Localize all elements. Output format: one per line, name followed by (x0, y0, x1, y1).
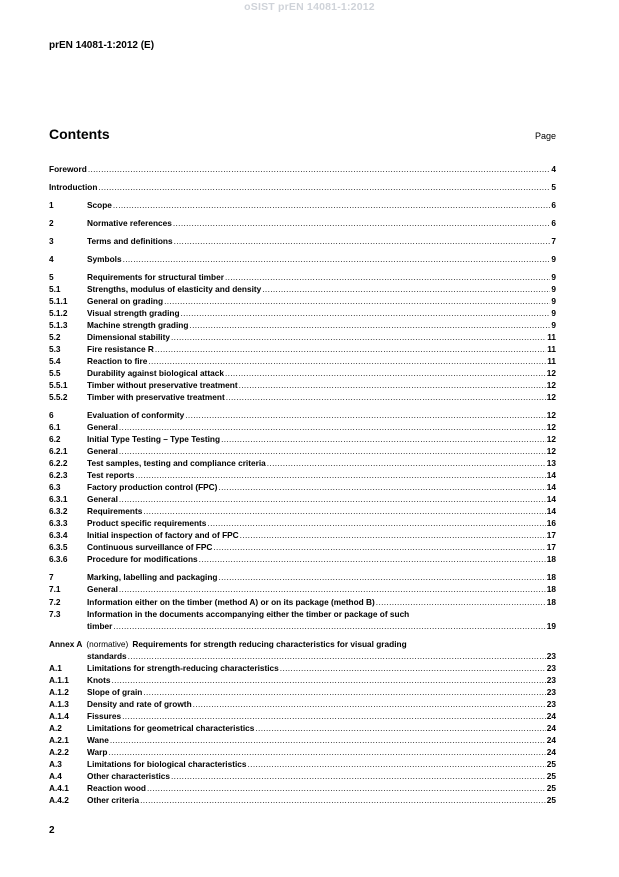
document-id: prEN 14081-1:2012 (E) (49, 40, 155, 51)
toc-entry-page: 12 (546, 410, 556, 421)
toc-entry[interactable] (49, 710, 556, 722)
toc-entry-page: 7 (551, 236, 556, 247)
toc-entry-number: 6.2 (49, 434, 61, 445)
toc-entry[interactable] (49, 529, 556, 541)
toc-entry-title: Product specific requirements (87, 518, 207, 529)
toc-entry[interactable] (49, 758, 556, 770)
annex-note: (normative) (86, 638, 129, 649)
toc-entry-page: 13 (546, 458, 556, 469)
toc-entry-page: 17 (546, 530, 556, 541)
toc-entry-number: A.1.2 (49, 686, 69, 697)
toc-entry-title: Initial inspection of factory and of FPC (87, 530, 239, 541)
toc-entry-number: 4 (49, 254, 54, 265)
dot-leader (207, 517, 545, 529)
dot-leader (135, 469, 545, 481)
toc-entry-page: 4 (551, 164, 556, 174)
toc-entry-title: Density and rate of growth (87, 698, 192, 709)
toc-entry-number: A.1.4 (49, 710, 69, 721)
toc-entry-number: 5.5.1 (49, 380, 68, 391)
dot-leader (262, 283, 550, 295)
toc-entry-title: Normative references (87, 218, 172, 229)
toc-entry[interactable] (49, 253, 556, 265)
toc-entry[interactable] (49, 307, 556, 319)
toc-annex-entry[interactable] (49, 638, 556, 650)
toc-entry-page: 23 (546, 650, 556, 661)
toc-entry-title: Visual strength grading (87, 308, 180, 319)
toc-entry-title: Reaction to fire (87, 356, 148, 367)
toc-entry-title: Continuous surveillance of FPC (87, 542, 213, 553)
toc-entry-title: Evaluation of conformity (87, 410, 185, 421)
toc-entry-title: Limitations for strength-reducing characteristics (87, 662, 279, 673)
toc-entry-title: Marking, labelling and packaging (87, 572, 218, 583)
toc-entry-title: Requirements (87, 506, 143, 517)
dot-leader (193, 698, 546, 710)
toc-entry[interactable] (49, 457, 556, 469)
toc-entry-page: 18 (546, 554, 556, 565)
toc-entry-page: 9 (551, 320, 556, 331)
toc-entry-page: 14 (546, 494, 556, 505)
toc-entry-number: 5.1.2 (49, 308, 68, 319)
dot-leader (174, 235, 551, 247)
toc-entry-number: 2 (49, 218, 54, 229)
toc-entry[interactable] (49, 199, 556, 211)
toc-entry-title: Terms and definitions (87, 236, 173, 247)
toc-entry-number: A.1 (49, 662, 62, 673)
dot-leader (140, 794, 546, 806)
toc-entry-title: Limitations for biological characteristics (87, 758, 247, 769)
toc-entry-title: Machine strength grading (87, 320, 189, 331)
toc-entry-title: Other characteristics (87, 770, 171, 781)
toc-entry-title: General on grading (87, 296, 164, 307)
toc-entry-number: A.4.1 (49, 782, 69, 793)
toc-entry-number: 6.2.1 (49, 446, 68, 457)
toc-entry-page: 25 (546, 758, 556, 769)
toc-entry-page: 16 (546, 518, 556, 529)
toc-entry-page: 25 (546, 794, 556, 805)
page-number: 2 (49, 825, 55, 836)
dot-leader (119, 421, 546, 433)
toc-entry-page: 12 (546, 434, 556, 445)
toc-entry[interactable] (49, 445, 556, 457)
toc-entry-number: 7.3 (49, 608, 61, 619)
toc-entry-number: A.4 (49, 770, 62, 781)
toc-entry[interactable] (49, 295, 556, 307)
toc-entry[interactable] (49, 343, 556, 355)
toc-entry-page: 24 (546, 722, 556, 733)
toc-entry-number: A.4.2 (49, 794, 69, 805)
dot-leader (128, 650, 546, 662)
toc-entry[interactable] (49, 608, 556, 620)
toc-entry-page: 9 (551, 308, 556, 319)
toc-entry-page: 14 (546, 470, 556, 481)
toc-entry-page: 11 (547, 356, 556, 367)
dot-leader (110, 734, 546, 746)
dot-leader (143, 505, 545, 517)
toc-entry[interactable] (49, 505, 556, 517)
toc-entry[interactable] (49, 553, 556, 565)
toc-entry-page: 23 (546, 686, 556, 697)
toc-entry[interactable] (49, 409, 556, 421)
toc-entry-number: 6.3.4 (49, 530, 68, 541)
dot-leader (171, 331, 546, 343)
toc-entry-number: A.2 (49, 722, 62, 733)
toc-entry-number: 5.5.2 (49, 392, 68, 403)
dot-leader (98, 181, 550, 193)
dot-leader (225, 271, 550, 283)
page-column-label: Page (534, 131, 556, 141)
toc-entry-title-continued: timber (87, 620, 113, 631)
toc-entry-page: 12 (546, 422, 556, 433)
dot-leader (255, 722, 545, 734)
toc-entry[interactable] (49, 379, 556, 391)
watermark: oSIST prEN 14081-1:2012 (244, 1, 375, 13)
toc-entry-number: A.2.2 (49, 746, 69, 757)
toc-entry-page: 19 (546, 620, 556, 631)
toc-entry[interactable] (49, 698, 556, 710)
toc-entry-title: Timber with preservative treatment (87, 392, 225, 403)
toc-entry-number: 6 (49, 410, 54, 421)
toc-entry-number: 6.3.2 (49, 506, 68, 517)
dot-leader (112, 674, 546, 686)
toc-entry[interactable] (49, 181, 556, 193)
toc-entry-page: 17 (546, 542, 556, 553)
toc-entry-title: Factory production control (FPC) (87, 482, 218, 493)
toc-entry-page: 9 (551, 254, 556, 265)
toc-entry-page: 9 (551, 296, 556, 307)
toc-entry-title: Wane (87, 734, 109, 745)
dot-leader (189, 319, 550, 331)
toc-annex-continuation[interactable] (49, 650, 556, 662)
toc-entry-title: Requirements for strength reducing characteristics for visual grading (132, 638, 407, 649)
dot-leader (267, 457, 546, 469)
toc-entry-number: 6.3.5 (49, 542, 68, 553)
toc-entry-title: Warp (87, 746, 108, 757)
annex-label: Annex A (49, 638, 83, 649)
toc-entry-title: Timber without preservative treatment (87, 380, 238, 391)
dot-leader (173, 217, 551, 229)
toc-entry-number: 5 (49, 272, 54, 283)
toc-entry-page: 14 (546, 482, 556, 493)
toc-entry-page: 23 (546, 674, 556, 685)
toc-entry-title: General (87, 584, 118, 595)
toc-entry-number: 5.1.3 (49, 320, 68, 331)
toc-entry[interactable] (49, 433, 556, 445)
dot-leader (218, 571, 545, 583)
toc-entry-page: 6 (551, 218, 556, 229)
toc-entry-title: Procedure for modifications (87, 554, 198, 565)
toc-entry-title: Knots (87, 674, 111, 685)
toc-entry-title: Durability against biological attack (87, 368, 224, 379)
toc-entry-page: 12 (546, 446, 556, 457)
toc-entry-title: Foreword (49, 164, 87, 174)
toc-entry-page: 12 (546, 392, 556, 403)
toc-entry-title: Introduction (49, 182, 98, 193)
toc-entry-title: Strengths, modulus of elasticity and density (87, 284, 262, 295)
toc-entry-number: 6.3.3 (49, 518, 68, 529)
toc-entry[interactable] (49, 674, 556, 686)
toc-entry[interactable] (49, 517, 556, 529)
dot-leader (376, 596, 546, 608)
toc-entry-title-continued: standards (87, 650, 127, 661)
toc-entry-number: 5.2 (49, 332, 61, 343)
toc-entry-page: 12 (546, 380, 556, 391)
toc-entry-page: 14 (546, 506, 556, 517)
toc-entry[interactable] (49, 722, 556, 734)
toc-entry-title: Test samples, testing and compliance criteria (87, 458, 266, 469)
toc-entry-title: Requirements for structural timber (87, 272, 224, 283)
toc-entry-page: 23 (546, 662, 556, 673)
dot-leader (240, 529, 546, 541)
toc-entry[interactable] (49, 662, 556, 674)
toc-entry-page: 11 (547, 344, 556, 355)
toc-entry[interactable] (49, 469, 556, 481)
toc-entry-number: 6.3 (49, 482, 61, 493)
dot-leader (171, 770, 546, 782)
toc-entry-continuation[interactable] (49, 620, 556, 632)
page-title: Contents (49, 126, 110, 142)
toc-entry-number: A.1.1 (49, 674, 69, 685)
dot-leader (148, 355, 546, 367)
toc-entry[interactable] (49, 391, 556, 403)
toc-entry-title: Dimensional stability (87, 332, 170, 343)
toc-entry-number: 3 (49, 236, 54, 247)
toc-entry-title: Reaction wood (87, 782, 147, 793)
toc-entry-number: 6.2.2 (49, 458, 68, 469)
toc-entry-page: 18 (546, 596, 556, 607)
toc-entry-title: Initial Type Testing – Type Testing (87, 434, 221, 445)
toc-entry-title: Information in the documents accompanying either the timber or package of such (87, 608, 410, 619)
toc-entry-page: 25 (546, 770, 556, 781)
toc-entry[interactable] (49, 782, 556, 794)
toc-entry-title: Other criteria (87, 794, 140, 805)
dot-leader (88, 163, 551, 175)
toc-entry-title: Fissures (87, 710, 122, 721)
dot-leader (155, 343, 546, 355)
toc-entry[interactable] (49, 596, 556, 608)
toc-entry[interactable] (49, 283, 556, 295)
toc-entry[interactable] (49, 331, 556, 343)
dot-leader (218, 481, 545, 493)
dot-leader (213, 541, 545, 553)
toc-entry-page: 11 (547, 332, 556, 343)
dot-leader (199, 553, 546, 565)
toc-entry[interactable] (49, 235, 556, 247)
toc-entry-title: Test reports (87, 470, 135, 481)
toc-entry[interactable] (49, 271, 556, 283)
dot-leader (221, 433, 546, 445)
dot-leader (226, 391, 546, 403)
toc-entry-number: 1 (49, 200, 54, 211)
dot-leader (123, 253, 551, 265)
toc-entry-number: A.2.1 (49, 734, 69, 745)
dot-leader (119, 583, 546, 595)
toc-entry[interactable] (49, 355, 556, 367)
table-of-contents (49, 163, 556, 806)
toc-entry-page: 18 (546, 584, 556, 595)
toc-entry[interactable] (49, 481, 556, 493)
toc-entry-title: Limitations for geometrical characteristics (87, 722, 255, 733)
toc-entry-title: General (87, 446, 118, 457)
dot-leader (225, 367, 546, 379)
toc-entry-title: Fire resistance R (87, 344, 154, 355)
toc-entry-page: 12 (546, 368, 556, 379)
toc-entry[interactable] (49, 571, 556, 583)
toc-entry[interactable] (49, 794, 556, 806)
dot-leader (122, 710, 546, 722)
toc-entry-number: 7 (49, 572, 54, 583)
toc-entry[interactable] (49, 367, 556, 379)
toc-entry[interactable] (49, 734, 556, 746)
toc-entry-number: A.3 (49, 758, 62, 769)
toc-entry-title: General (87, 494, 118, 505)
toc-entry-number: 5.4 (49, 356, 61, 367)
toc-entry[interactable] (49, 746, 556, 758)
dot-leader (147, 782, 546, 794)
dot-leader (113, 620, 545, 632)
toc-entry-page: 18 (546, 572, 556, 583)
toc-entry-number: 6.1 (49, 422, 61, 433)
toc-entry-page: 25 (546, 782, 556, 793)
dot-leader (280, 662, 546, 674)
toc-entry-number: 6.3.6 (49, 554, 68, 565)
toc-entry-number: 5.5 (49, 368, 61, 379)
dot-leader (119, 493, 546, 505)
toc-entry-number: A.1.3 (49, 698, 69, 709)
dot-leader (164, 295, 550, 307)
toc-entry-page: 24 (546, 710, 556, 721)
toc-entry-title: Scope (87, 200, 112, 211)
dot-leader (113, 199, 550, 211)
dot-leader (119, 445, 546, 457)
dot-leader (239, 379, 546, 391)
dot-leader (185, 409, 546, 421)
toc-entry-number: 5.1 (49, 284, 61, 295)
toc-entry[interactable] (49, 541, 556, 553)
toc-entry-number: 7.1 (49, 584, 61, 595)
dot-leader (181, 307, 551, 319)
toc-entry-number: 5.1.1 (49, 296, 68, 307)
toc-entry-number: 6.2.3 (49, 470, 68, 481)
toc-entry-page: 6 (551, 200, 556, 211)
toc-entry-page: 24 (546, 746, 556, 757)
toc-entry[interactable] (49, 493, 556, 505)
toc-entry-title: Symbols (87, 254, 122, 265)
toc-entry[interactable] (49, 421, 556, 433)
toc-entry-title: Slope of grain (87, 686, 143, 697)
toc-entry-number: 7.2 (49, 596, 61, 607)
toc-entry-title: Information either on the timber (method A) or on its package (method B) (87, 596, 375, 607)
toc-entry[interactable] (49, 583, 556, 595)
dot-leader (248, 758, 546, 770)
toc-entry-number: 6.3.1 (49, 494, 68, 505)
dot-leader (108, 746, 545, 758)
toc-entry[interactable] (49, 163, 556, 175)
toc-entry[interactable] (49, 319, 556, 331)
toc-entry-page: 24 (546, 734, 556, 745)
toc-entry-page: 9 (551, 272, 556, 283)
toc-entry-page: 5 (551, 182, 556, 193)
toc-entry-title: General (87, 422, 118, 433)
toc-entry-number: 5.3 (49, 344, 61, 355)
toc-entry-page: 23 (546, 698, 556, 709)
toc-entry[interactable] (49, 770, 556, 782)
dot-leader (143, 686, 545, 698)
toc-entry[interactable] (49, 686, 556, 698)
toc-entry[interactable] (49, 217, 556, 229)
toc-entry-page: 9 (551, 284, 556, 295)
